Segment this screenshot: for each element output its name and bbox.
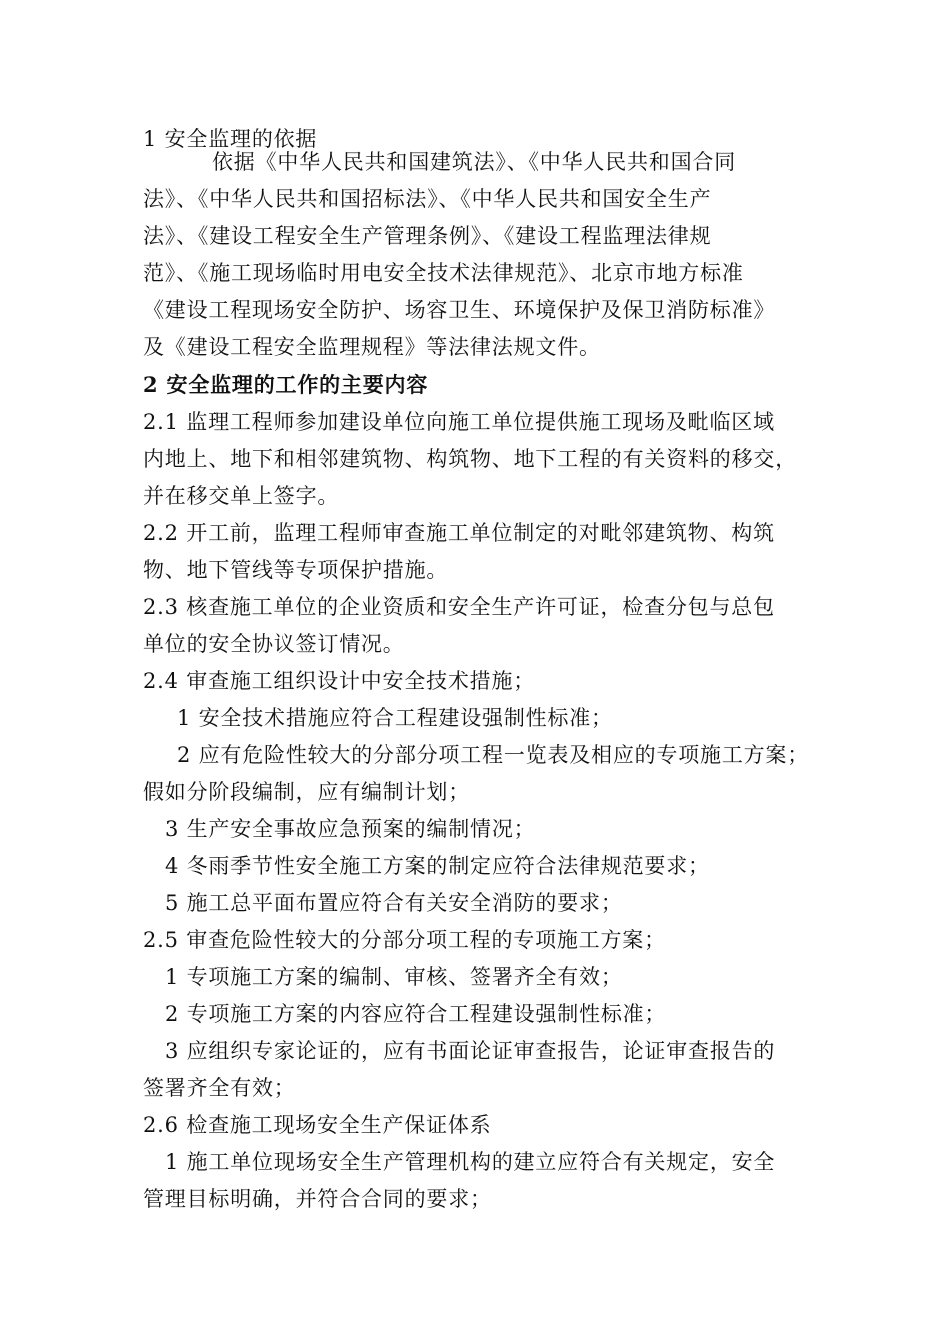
list-item: 3 应组织专家论证的，应有书面论证审查报告，论证审查报告的 bbox=[165, 1039, 776, 1063]
section-1-heading: 1 安全监理的依据 bbox=[143, 127, 318, 151]
paragraph-line: 内地上、地下和相邻建筑物、构筑物、地下工程的有关资料的移交， bbox=[143, 447, 797, 471]
list-item: 4 冬雨季节性安全施工方案的制定应符合法律规范要求； bbox=[165, 854, 710, 878]
list-item: 1 安全技术措施应符合工程建设强制性标准； bbox=[177, 706, 613, 730]
list-item: 3 生产安全事故应急预案的编制情况； bbox=[165, 817, 536, 841]
paragraph-line: 法》、《建设工程安全生产管理条例》、《建设工程监理法律规 bbox=[143, 224, 712, 248]
paragraph-line: 2.1 监理工程师参加建设单位向施工单位提供施工现场及毗临区域 bbox=[143, 410, 775, 434]
paragraph-line: 假如分阶段编制，应有编制计划； bbox=[143, 780, 470, 804]
paragraph-line: 物、地下管线等专项保护措施。 bbox=[143, 558, 449, 582]
paragraph-line: 2.2 开工前，监理工程师审查施工单位制定的对毗邻建筑物、构筑 bbox=[143, 521, 775, 545]
paragraph-line: 并在移交单上签字。 bbox=[143, 484, 340, 508]
paragraph-line: 单位的安全协议签订情况。 bbox=[143, 632, 405, 656]
list-item: 5 施工总平面布置应符合有关安全消防的要求； bbox=[165, 891, 623, 915]
list-item: 2 专项施工方案的内容应符合工程建设强制性标准； bbox=[165, 1002, 667, 1026]
paragraph-line: 2.4 审查施工组织设计中安全技术措施； bbox=[143, 669, 536, 693]
paragraph-line: 签署齐全有效； bbox=[143, 1076, 296, 1100]
paragraph-line: 2.5 审查危险性较大的分部分项工程的专项施工方案； bbox=[143, 928, 666, 952]
paragraph-line: 法》、《中华人民共和国招标法》、《中华人民共和国安全生产 bbox=[143, 187, 712, 211]
section-2-heading: 2 安全监理的工作的主要内容 bbox=[143, 372, 429, 397]
paragraph-line: 范》、《施工现场临时用电安全技术法律规范》、北京市地方标准 bbox=[143, 261, 744, 285]
paragraph-line: 管理目标明确，并符合合同的要求； bbox=[143, 1187, 492, 1211]
list-item: 1 施工单位现场安全生产管理机构的建立应符合有关规定，安全 bbox=[165, 1150, 776, 1174]
paragraph-line: 及《建设工程安全监理规程》等法律法规文件。 bbox=[143, 335, 601, 359]
paragraph-line: 2.3 核查施工单位的企业资质和安全生产许可证，检查分包与总包 bbox=[143, 595, 775, 619]
paragraph-line: 依据《中华人民共和国建筑法》、《中华人民共和国合同 bbox=[212, 150, 736, 174]
list-item: 1 专项施工方案的编制、审核、签署齐全有效； bbox=[165, 965, 623, 989]
paragraph-line: 《建设工程现场安全防护、场容卫生、环境保护及保卫消防标准》 bbox=[143, 298, 776, 322]
list-item: 2 应有危险性较大的分部分项工程一览表及相应的专项施工方案； bbox=[177, 743, 810, 767]
paragraph-line: 2.6 检查施工现场安全生产保证体系 bbox=[143, 1113, 492, 1137]
